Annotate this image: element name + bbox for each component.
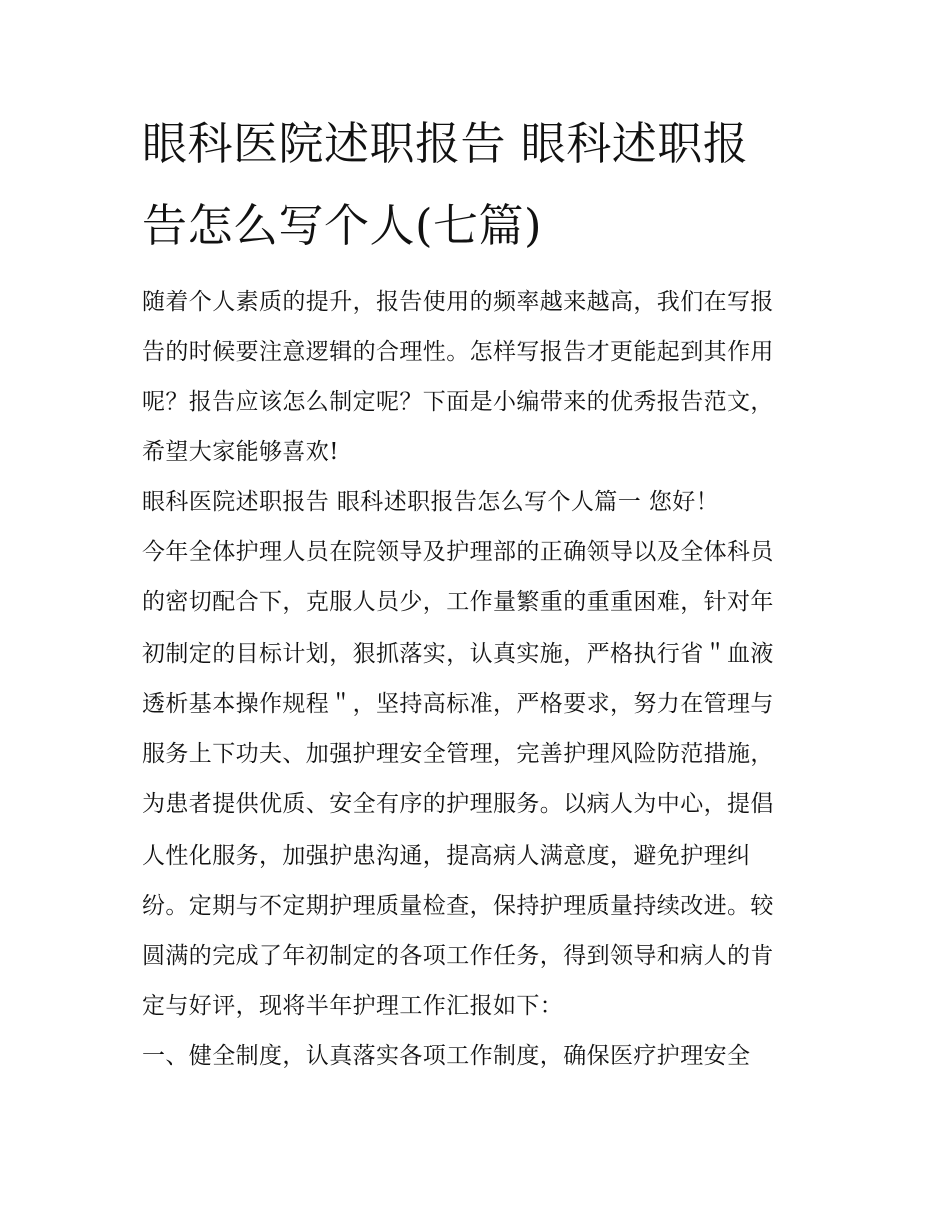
paragraph-line: 服务上下功夫、加强护理安全管理，完善护理风险防范措施，	[142, 741, 774, 767]
section-heading-line: 一、健全制度，认真落实各项工作制度，确保医疗护理安全	[142, 1043, 751, 1069]
paragraph-line: 初制定的目标计划，狠抓落实，认真实施，严格执行省＂血液	[142, 641, 774, 667]
paragraph-line: 告的时候要注意逻辑的合理性。怎样写报告才更能起到其作用	[142, 339, 774, 365]
document-title-line-1: 眼科医院述职报告 眼科述职报	[142, 117, 749, 170]
paragraph-line: 今年全体护理人员在院领导及护理部的正确领导以及全体科员	[142, 539, 774, 565]
paragraph-line: 呢？报告应该怎么制定呢？下面是小编带来的优秀报告范文，	[142, 389, 774, 415]
paragraph-line: 为患者提供优质、安全有序的护理服务。以病人为中心，提倡	[142, 791, 774, 817]
paragraph-line: 的密切配合下，克服人员少，工作量繁重的重重困难，针对年	[142, 589, 774, 615]
paragraph-line: 希望大家能够喜欢!	[142, 439, 339, 465]
paragraph-line: 随着个人素质的提升，报告使用的频率越来越高，我们在写报	[142, 289, 774, 315]
paragraph-line: 人性化服务，加强护患沟通，提高病人满意度，避免护理纠	[142, 843, 751, 869]
paragraph-line: 圆满的完成了年初制定的各项工作任务，得到领导和病人的肯	[142, 943, 774, 969]
paragraph-line: 纷。定期与不定期护理质量检查，保持护理质量持续改进。较	[142, 893, 774, 919]
paragraph-line: 透析基本操作规程＂，坚持高标准，严格要求，努力在管理与	[142, 691, 774, 717]
section-heading-line: 眼科医院述职报告 眼科述职报告怎么写个人篇一 您好！	[142, 489, 720, 515]
document-title-line-2: 告怎么写个人(七篇)	[142, 199, 543, 252]
paragraph-line: 定与好评，现将半年护理工作汇报如下：	[142, 993, 564, 1019]
